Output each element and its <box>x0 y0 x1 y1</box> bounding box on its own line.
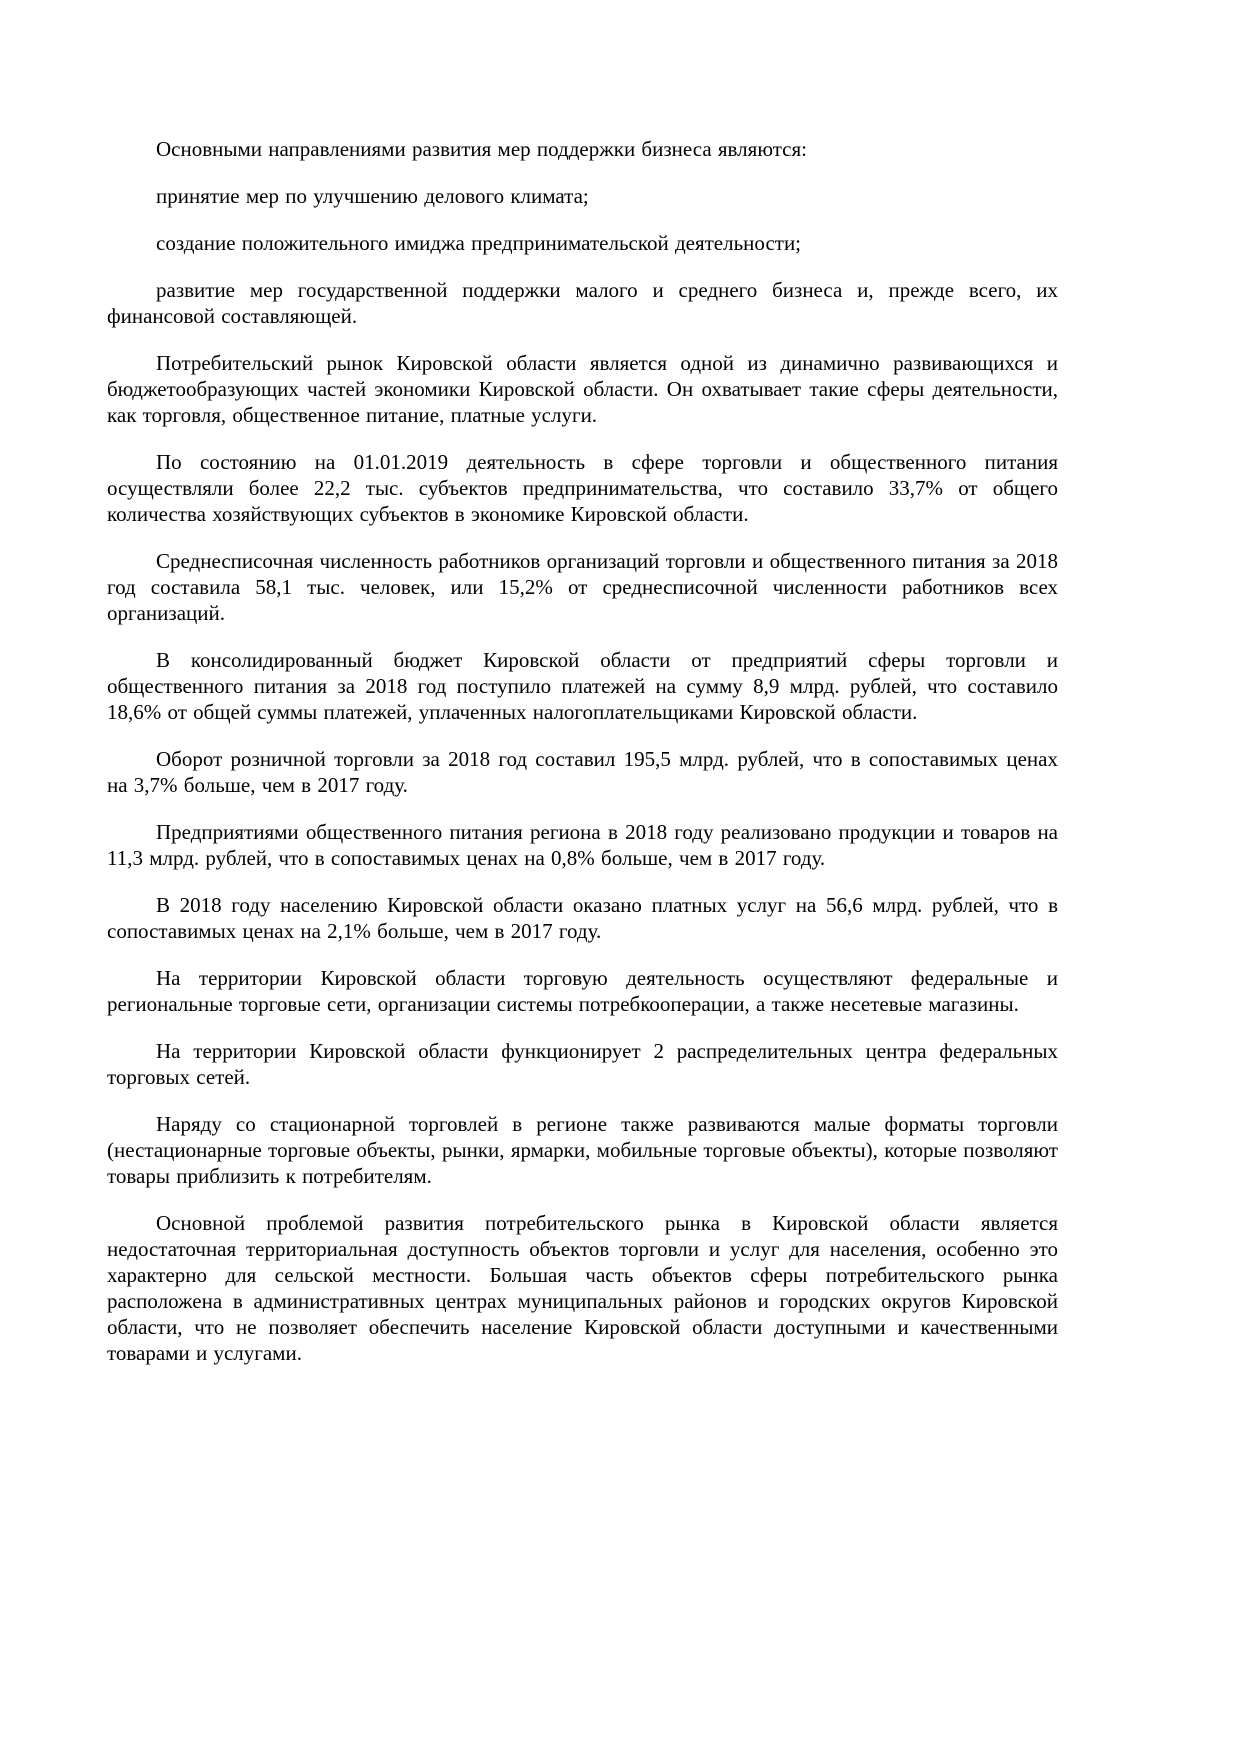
paragraph: Оборот розничной торговли за 2018 год составил 195,5 млрд. рублей, что в сопоставимых ценах на 3,7% больше, чем в 2017 году. <box>107 747 1058 797</box>
document-body <box>107 136 1058 1366</box>
paragraph: На территории Кировской области торговую деятельность осуществляют федеральные и региональные торговые сети, организации системы потребкооперации, а также несетевые магазины. <box>107 966 1058 1016</box>
paragraph: развитие мер государственной поддержки малого и среднего бизнеса и, прежде всего, их финансовой составляющей. <box>107 278 1058 328</box>
paragraph: Предприятиями общественного питания региона в 2018 году реализовано продукции и товаров на 11,3 млрд. рублей, что в сопоставимых ценах на 0,8% больше, чем в 2017 году. <box>107 820 1058 870</box>
paragraph: В консолидированный бюджет Кировской области от предприятий сферы торговли и общественного питания за 2018 год поступило платежей на сумму 8,9 млрд. рублей, что составило 18,6% от общей суммы платежей, уплаченных налогоплательщиками Кировской области. <box>107 648 1058 724</box>
paragraph: Основными направлениями развития мер поддержки бизнеса являются: <box>156 137 807 161</box>
paragraph: Потребительский рынок Кировской области является одной из динамично развивающихся и бюджетообразующих частей экономики Кировской области. Он охватывает такие сферы деятельности, как торговля, общественное питание, платные услуги. <box>107 351 1058 427</box>
paragraph: По состоянию на 01.01.2019 деятельность в сфере торговли и общественного питания осуществляли более 22,2 тыс. субъектов предпринимательства, что составило 33,7% от общего количества хозяйствующих субъектов в экономике Кировской области. <box>107 450 1058 526</box>
paragraph: создание положительного имиджа предпринимательской деятельности; <box>156 231 802 255</box>
paragraph: Среднесписочная численность работников организаций торговли и общественного питания за 2018 год составила 58,1 тыс. человек, или 15,2% от среднесписочной численности работников всех организаций. <box>107 549 1058 625</box>
paragraph: принятие мер по улучшению делового климата; <box>156 184 589 208</box>
paragraph: Основной проблемой развития потребительского рынка в Кировской области является недостаточная территориальная доступность объектов торговли и услуг для населения, особенно это характерно для сельской местности. Большая часть объектов сферы потребительского рынка расположена в административных центрах муниципальных районов и городских округов Кировской области, что не позволяет обеспечить население Кировской области доступными и качественными товарами и услугами. <box>107 1211 1058 1365</box>
paragraph: В 2018 году населению Кировской области оказано платных услуг на 56,6 млрд. рублей, что в сопоставимых ценах на 2,1% больше, чем в 2017 году. <box>107 893 1058 943</box>
paragraph: На территории Кировской области функционирует 2 распределительных центра федеральных торговых сетей. <box>107 1039 1058 1089</box>
paragraph: Наряду со стационарной торговлей в регионе также развиваются малые форматы торговли (нестационарные торговые объекты, рынки, ярмарки, мобильные торговые объекты), которые позволяют товары приблизить к потребителям. <box>107 1112 1058 1188</box>
